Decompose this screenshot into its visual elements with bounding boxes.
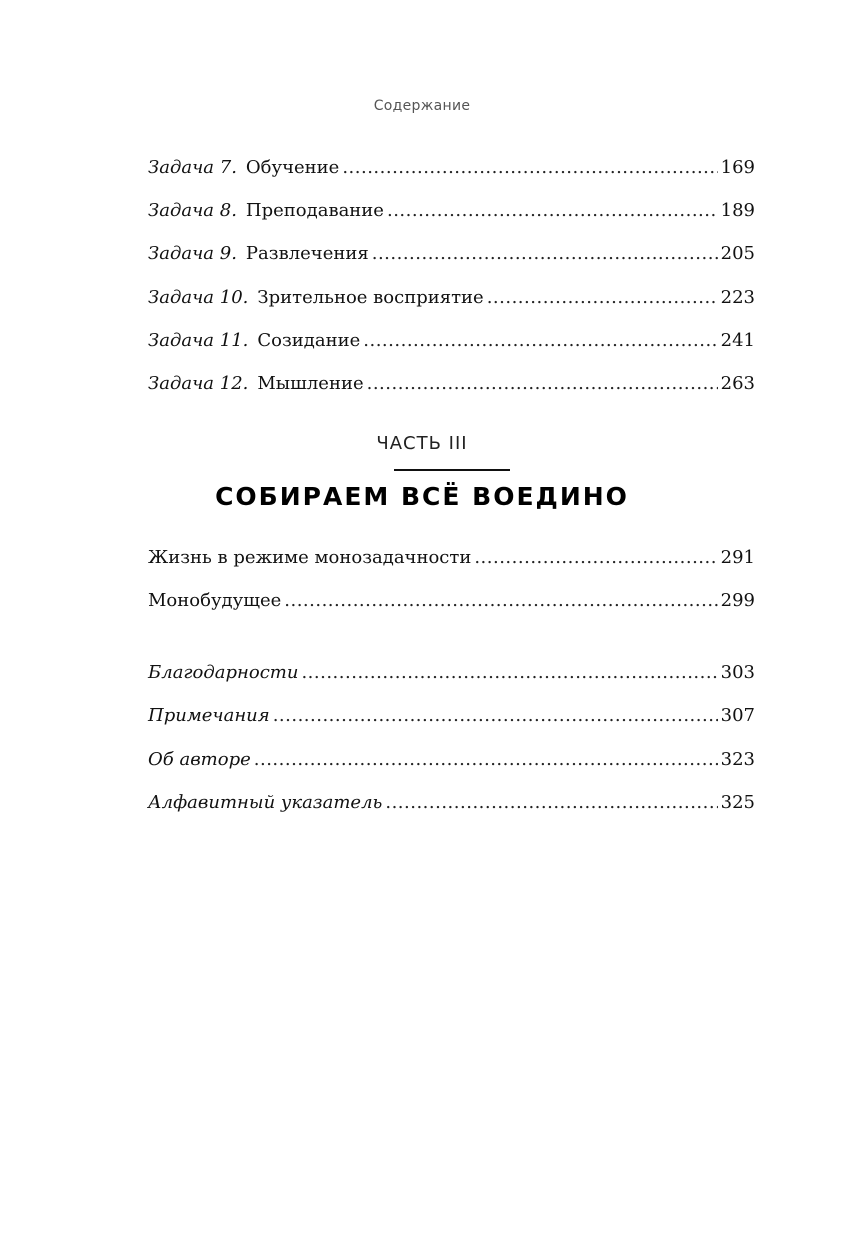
page-number: 291 [720, 547, 755, 568]
toc-entry[interactable] [148, 660, 755, 686]
page-number: 299 [720, 590, 755, 611]
entry-title: Монобудущее [148, 590, 282, 611]
toc-entry[interactable] [148, 747, 755, 773]
task-number: Задача 9. [148, 243, 237, 264]
dot-leader [372, 241, 718, 267]
page-number: 205 [720, 243, 755, 264]
toc-entry[interactable] [148, 155, 755, 181]
dot-leader [487, 285, 718, 311]
dot-leader [342, 155, 717, 181]
toc-entry[interactable] [148, 285, 755, 311]
dot-leader [301, 660, 717, 686]
dot-leader [385, 790, 717, 816]
dot-leader [284, 588, 717, 614]
toc-entry[interactable] [148, 198, 755, 224]
toc-entry[interactable] [148, 371, 755, 397]
entry-title: Жизнь в режиме монозадачности [148, 547, 472, 568]
task-number: Задача 10. [148, 287, 249, 308]
task-number: Задача 8. [148, 200, 237, 221]
dot-leader [367, 371, 718, 397]
toc-entry[interactable] [148, 328, 755, 354]
entry-title: Обучение [245, 157, 340, 178]
page-number: 307 [720, 705, 755, 726]
page-number: 169 [720, 157, 755, 178]
part-label: ЧАСТЬ III [376, 433, 468, 454]
running-head: Содержание [373, 98, 471, 114]
toc-entry[interactable] [148, 241, 755, 267]
dot-leader [254, 747, 718, 773]
task-number: Задача 11. [148, 330, 249, 351]
part-title: СОБИРАЕМ ВСЁ ВОЕДИНО [215, 482, 629, 511]
task-number: Задача 12. [148, 373, 249, 394]
entry-title: Примечания [148, 705, 270, 726]
entry-title: Об авторе [148, 749, 251, 770]
dot-leader [474, 545, 717, 571]
toc-entry[interactable] [148, 545, 755, 571]
page-number: 323 [720, 749, 755, 770]
entry-title: Алфавитный указатель [148, 792, 383, 813]
toc-entry[interactable] [148, 588, 755, 614]
dot-leader [273, 703, 718, 729]
page-number: 241 [720, 330, 755, 351]
page-number: 303 [720, 662, 755, 683]
page-number: 325 [720, 792, 755, 813]
page-number: 189 [720, 200, 755, 221]
dot-leader [387, 198, 718, 224]
entry-title: Развлечения [245, 243, 369, 264]
toc-entry[interactable] [148, 703, 755, 729]
entry-title: Созидание [257, 330, 361, 351]
entry-title: Зрительное восприятие [257, 287, 484, 308]
entry-title: Мышление [257, 373, 364, 394]
page-number: 223 [720, 287, 755, 308]
page-number: 263 [720, 373, 755, 394]
toc-entry[interactable] [148, 790, 755, 816]
entry-title: Преподавание [245, 200, 384, 221]
entry-title: Благодарности [148, 662, 299, 683]
task-number: Задача 7. [148, 157, 237, 178]
part-divider [394, 469, 510, 471]
dot-leader [363, 328, 717, 354]
